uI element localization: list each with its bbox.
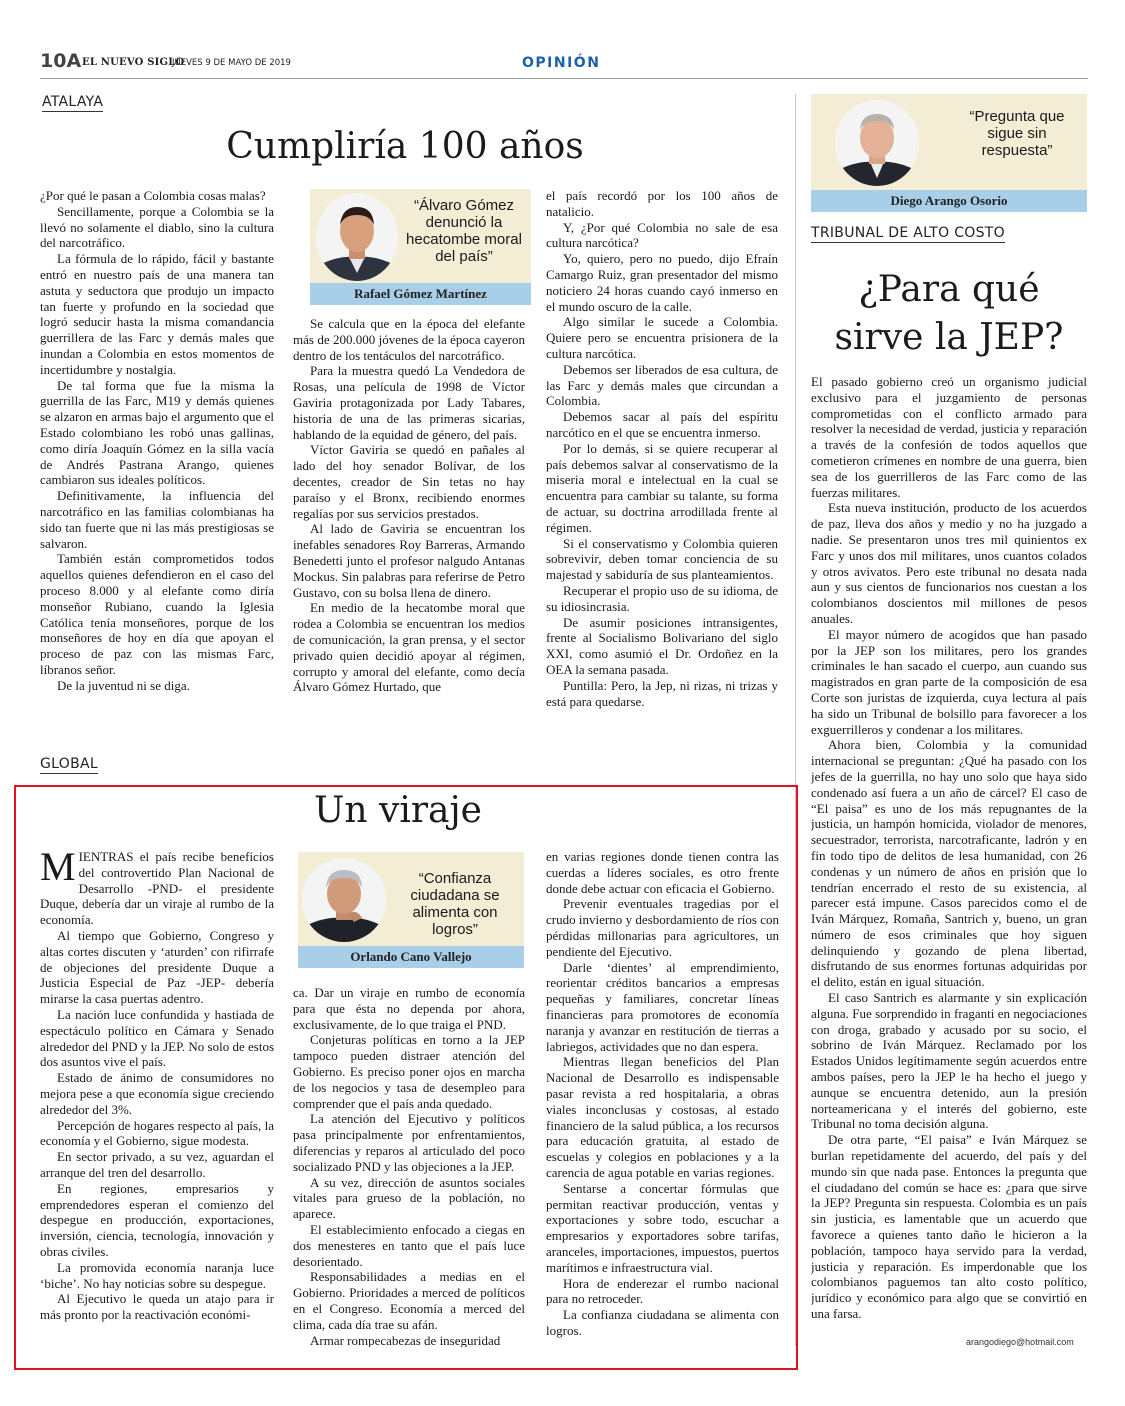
author-portrait-icon [835, 100, 919, 186]
paragraph: El mayor número de acogidos que han pasado por la JEP son los militares, pero los grandes criminales le han sacado el cuerpo, aun cuando sus magistrados en gran parte de la composición de esa Corte son juristas de izquierda, cuya lectura al país ha sido un Tribunal de bolsillo para favorecer a los exguerrilleros y condenar a los militares. [811, 626, 1087, 737]
paragraph: El pasado gobierno creó un organismo judicial exclusivo para el juzgamiento de personas comprometidas con el conflicto armado para resolver la necesidad de verdad, justicia y reparación a través de la confesión de todos aquellos que cometieron crímenes en nombre de una guerra, bien sea de los guerrilleros de las Farc como de las fuerzas militares. [811, 374, 1087, 500]
atalaya-quote: “Álvaro Gómez denunció la hecatombe moral del país” [406, 197, 522, 265]
global-author: Orlando Cano Vallejo [298, 946, 524, 968]
global-column-3 [546, 849, 779, 1347]
tribunal-author: Diego Arango Osorio [811, 190, 1087, 212]
paragraph: Para la muestra quedó La Vendedora de Rosas, una película de 1998 de Víctor Gaviria protagonizada por Lady Tabares, historia de una de las primeras sicarias, hablando de la equidad de género, del país. [293, 363, 525, 442]
paragraph: De tal forma que fue la misma la guerrilla de las Farc, M19 y demás quienes se alzaron en armas bajo el argumento que el Estado colombiano les robó unas gallinas, como diría Joaquín Gómez en la silla vacía de Andrés Pastrana Arango, quienes cambiaron sus ideales políticos. [40, 377, 274, 488]
paragraph: El establecimiento enfocado a ciegas en dos menesteres en tanto que el país luce desorientado. [293, 1221, 525, 1269]
tribunal-quote-box [811, 94, 1087, 212]
drop-cap: M [40, 849, 76, 889]
global-column-1 [40, 849, 274, 1347]
paragraph: La nación luce confundida y hastiada de espectáculo político en Cámara y Senado alrededor del PND y la JEP. No solo de estos dos asuntos vive el país. [40, 1006, 274, 1070]
paragraph: De asumir posiciones intransigentes, frente al Socialismo Bolivariano del siglo XXI, como asumió el Dr. Ordoñez en la OEA la semana pasada. [546, 614, 778, 677]
paragraph: ¿Por qué le pasan a Colombia cosas malas? [40, 188, 266, 203]
tribunal-headline-line-2: sirve la JEP? [834, 317, 1064, 358]
global-headline: Un viraje [314, 790, 482, 831]
tribunal-column [811, 374, 1087, 1336]
author-email: arangodiego@hotmail.com [966, 1337, 1074, 1347]
paragraph: Sentarse a concertar fórmulas que permitan reactivar producción, ventas y exportaciones y sobre todo, escuchar a empresarios y exportadores sobre tarifas, aranceles, importaciones, impuestos, puertos marítimos e infraestructura vial. [546, 1180, 779, 1275]
tribunal-headline-line-1: ¿Para qué [858, 269, 1040, 310]
paragraph: En medio de la hecatombe moral que rodea a Colombia se encuentran los medios de comunicación, la gran prensa, y el sector privado quien decidió apoyar al régimen, corrupto y amoral del elefante, como decía Álvaro Gómez Hurtado, que [293, 600, 525, 695]
page-number: 10A [40, 50, 82, 72]
section-title: OPINIÓN [522, 55, 601, 71]
author-photo [302, 858, 386, 942]
paragraph: Yo, quiero, pero no puedo, dijo Efraín Camargo Ruiz, gran presentador del mismo noticiero 24 horas cuando cayó inmerso en el mundo oscuro de la calle. [546, 251, 778, 314]
paragraph: Esta nueva institución, producto de los acuerdos de paz, lleva dos años y medio y no ha juzgado a nadie. Se presentaron unos tres mil quinientos ex Farc y unos dos mil militares, unos cuantos colados y otros avivatos. Pero este tribunal no desata nada aun y sus cientos de funcionarios nos cuestan a los colombianos doscientos mil millones de pesos anuales. [811, 500, 1087, 626]
atalaya-author: Rafael Gómez Martínez [310, 283, 531, 305]
paragraph: La fórmula de lo rápido, fácil y bastante entró en nuestro país de una manera tan astuta y seductora que produjo un impacto tan fuerte y profundo en la sociedad que logró seducir hasta la misma comandancia guerrillera de las Farc y demás males que inundan a Colombia en estos momentos de incertidumbre y nostalgia. [40, 251, 274, 377]
atalaya-quote-box [310, 189, 531, 305]
paragraph: En sector privado, a su vez, aguardan el arranque del tren del desarrollo. [40, 1149, 274, 1180]
paragraph: La promovida economía naranja luce ‘biche’. No hay noticias sobre su despegue. [40, 1259, 274, 1291]
paragraph: Debemos sacar al país del espíritu narcótico en el que se encuentra inmerso. [546, 409, 778, 440]
paragraph: El caso Santrich es alarmante y sin explicación alguna. Fue sorprendido in fraganti en negociaciones con droga, grabado y acusado por su socio, el sobrino de Iván Márquez. Reclamado por los Estados Unidos legítimamente según acuerdos entre ambos países, pero la JEP le ha hecho el juego y aunque se encuentra detenido, aun la presión norteamericana y el interés del gobierno, este Tribunal no toma decisión alguna. [811, 990, 1087, 1132]
paragraph: Conjeturas políticas en torno a la JEP tampoco pueden distraer atención del Gobierno. Es preciso poner ojos en marcha de los negocios y tasa de desempleo para comprender que el país anda quedado. [293, 1032, 525, 1111]
global-column-1-body [40, 928, 274, 1323]
paragraph: De otra parte, “El paisa” e Iván Márquez se burlan repetidamente del acuerdo, del país y del mundo sin que nada pase. Entonces la pregunta que el ciudadano del común se hace es: ¿para que sirve la JEP? Pregunta sin respuesta. Colombia es un país sin justicia, es lamentable que un acuerdo que favorece a quienes tanto daño le hicieron a la población, tampoco haya servido para la verdad, justicia y reparación. Es imperdonable que los colombianos paguemos tan alto costo político, jurídico y económico para algo que se convirtió en una farsa. [811, 1132, 1087, 1322]
atalaya-kicker: ATALAYA [42, 94, 104, 110]
newspaper-name: EL NUEVO SIGLO [82, 57, 185, 68]
paragraph: Responsabilidades a medias en el Gobierno. Prioridades a merced de políticos en el Congreso. Economía a merced del clima, cada día trae su afán. [293, 1269, 525, 1332]
global-lead-paragraph: IENTRAS el país recibe beneficios del controvertido Plan Nacional de Desarrollo -PND- el presidente Duque, debería dar un viraje al rumbo de la economía. [40, 849, 274, 928]
paragraph: el país recordó por los 100 años de natalicio. [546, 188, 778, 219]
paragraph: Al lado de Gaviria se encuentran los inefables senadores Roy Barreras, Armando Benedetti junto el profesor nalgudo Antanas Mockus. Sin palabras para referirse de Petro Gustavo, con su bolsa llena de dinero. [293, 521, 525, 600]
tribunal-quote: “Pregunta que sigue sin respuesta” [969, 108, 1065, 159]
paragraph: Algo similar le sucede a Colombia. Quiere pero se encuentra prisionera de la cultura narcótica. [546, 314, 778, 361]
issue-date: JUEVES 9 DE MAYO DE 2019 [172, 58, 291, 68]
paragraph: ca. Dar un viraje en rumbo de economía para que ésta no dependa por ahora, exclusivamente, de lo que traiga el PND. [293, 985, 525, 1032]
paragraph: Armar rompecabezas de inseguridad [310, 1332, 501, 1347]
author-photo [316, 193, 398, 281]
paragraph: Al tiempo que Gobierno, Congreso y altas cortes discuten y ‘aturden’ con rifirrafe de objeciones del presidente Duque a Justicia Especial de Paz -JEP- debería mirarse la casa puertas adentro. [40, 927, 274, 1007]
paragraph: Estado de ánimo de consumidores no mejora pese a que economía sigue creciendo alrededor del 3%. [40, 1070, 274, 1117]
paragraph: A su vez, dirección de asuntos sociales vitales para grueso de la población, no aparece. [293, 1174, 525, 1222]
paragraph: También están comprometidos todos aquellos quienes defendieron en el caso del proceso 8.000 y al elefante como diría monseñor Rubiano, cuando la Iglesia Católica tenía monseñores, porque de los monseñores de hoy en día que apoyan el proceso de paz con las mismas Farc, líbranos señor. [40, 551, 274, 677]
paragraph: Y, ¿Por qué Colombia no sale de esa cultura narcótica? [546, 219, 778, 251]
paragraph: Puntilla: Pero, la Jep, ni rizas, ni trizas y está para quedarse. [546, 677, 778, 709]
paragraph: Mientras llegan beneficios del Plan Nacional de Desarrollo es indispensable pasar revista a red hospitalaria, a obras viales inconclusas y costosas, al estado financiero de la salud pública, a los recursos para educación gratuita, al estado de escuelas y colegios en poblaciones y a la carencia de agua potable en varias regiones. [546, 1054, 779, 1180]
paragraph: La confianza ciudadana se alimenta con logros. [546, 1307, 779, 1338]
paragraph: Ahora bien, Colombia y la comunidad internacional se preguntan: ¿Qué ha pasado con los jefes de la guerrilla, no hay uno solo que haya sido condenado así fuera a un año de cárcel? El caso de “El paisa” es uno de los más repugnantes de la justicia, un hampón homicida, violador de menores, secuestrador, terrorista, narcotraficante, ladrón y en fin todo tipo de delitos de lesa humanidad, con 26 condenas y un número de años en prisión que lo tendrían encerrado el resto de su existencia, al parecer está impune. Casos parecidos como el de Iván Márquez, Romaña, Santrich y, bueno, un gran número de esos criminales que hoy siguen delinquiendo y gozando de plena libertad, disfrutando de sus enormes fortunas adquiridas por el delito, están en igual situación. [811, 737, 1087, 990]
paragraph: En regiones, empresarios y emprendedores esperan el comienzo del despegue en producción, exportaciones, inversión, ciencia, tecnología, innovación y obras civiles. [40, 1180, 274, 1259]
tribunal-kicker: TRIBUNAL DE ALTO COSTO [811, 225, 1005, 241]
paragraph: Percepción de hogares respecto al país, la economía y el Gobierno, sigue modesta. [40, 1117, 274, 1149]
paragraph: Debemos ser liberados de esa cultura, de las Farc y demás males que circundan a Colombia. [546, 361, 778, 409]
global-column-2 [293, 985, 525, 1347]
global-kicker: GLOBAL [40, 756, 98, 772]
paragraph: Si el conservatismo y Colombia quieren sobrevivir, deben tomar conciencia de su majestad y sabiduría de sus planteamientos. [546, 535, 778, 583]
paragraph: Se calcula que en la época del elefante más de 200.000 jóvenes de la época cayeron dentro de los tentáculos del narcotráfico. [293, 316, 525, 363]
atalaya-column-3 [546, 188, 778, 736]
paragraph: La atención del Ejecutivo y políticos pasa principalmente por enfrentamientos, diferencias y reparos al articulado del poco socializado PND y las objeciones a la JEP. [293, 1111, 525, 1174]
author-portrait-icon [302, 858, 386, 942]
author-portrait-icon [316, 193, 398, 281]
paragraph: De la juventud ni se diga. [57, 677, 190, 693]
atalaya-column-2 [293, 316, 525, 736]
atalaya-column-1 [40, 188, 274, 736]
paragraph: Definitivamente, la influencia del narcotráfico en las familias colombianas ha sido tan fuerte que ni las más prestigiosas se salvaron. [40, 488, 274, 551]
paragraph: Víctor Gaviria se quedó en pañales al lado del hoy senador Bolívar, de los decentes, creador de Sin tetas no hay paraíso y el Bronx, recibiendo enormes regalías por sus servicios prestados. [293, 442, 525, 521]
atalaya-headline: Cumpliría 100 años [226, 126, 584, 167]
paragraph: Hora de enderezar el rumbo nacional para no retroceder. [546, 1275, 779, 1307]
global-quote: “Confianza ciudadana se alimenta con logros” [410, 870, 500, 938]
paragraph: Darle ‘dientes’ al emprendimiento, reorientar créditos bancarios a empresas pequeñas y familiares, concretar líneas financieras para promotores de economía naranja y avanzar en restitución de tierras a labriegos, actividades que no dan espera. [546, 959, 779, 1054]
paragraph: Prevenir eventuales tragedias por el crudo invierno y desbordamiento de ríos con pérdidas millonarias para agricultores, un pendiente del Ejecutivo. [546, 896, 779, 959]
paragraph: Por lo demás, si se quiere recuperar al país debemos salvar al conservatismo de la miseria moral e intelectual en la cual se encuentra para cambiar su talante, su forma de actuar, su doctrina arrodillada frente al régimen. [546, 440, 778, 535]
paragraph: Recuperar el propio uso de su idioma, de su idiosincrasia. [546, 582, 778, 614]
paragraph: en varias regiones donde tienen contra las cuerdas a líderes sociales, es otro frente donde debe actuar con eficacia el Gobierno. [546, 849, 779, 896]
global-quote-box [298, 852, 524, 968]
masthead [40, 48, 1088, 79]
author-photo [835, 100, 919, 186]
paragraph: Al Ejecutivo le queda un atajo para ir más pronto por la reactivación económi- [40, 1291, 274, 1323]
paragraph: Sencillamente, porque a Colombia se la llevó no solamente el diablo, sino la cultura del narcotráfico. [40, 203, 274, 251]
tribunal-headline [811, 266, 1087, 362]
